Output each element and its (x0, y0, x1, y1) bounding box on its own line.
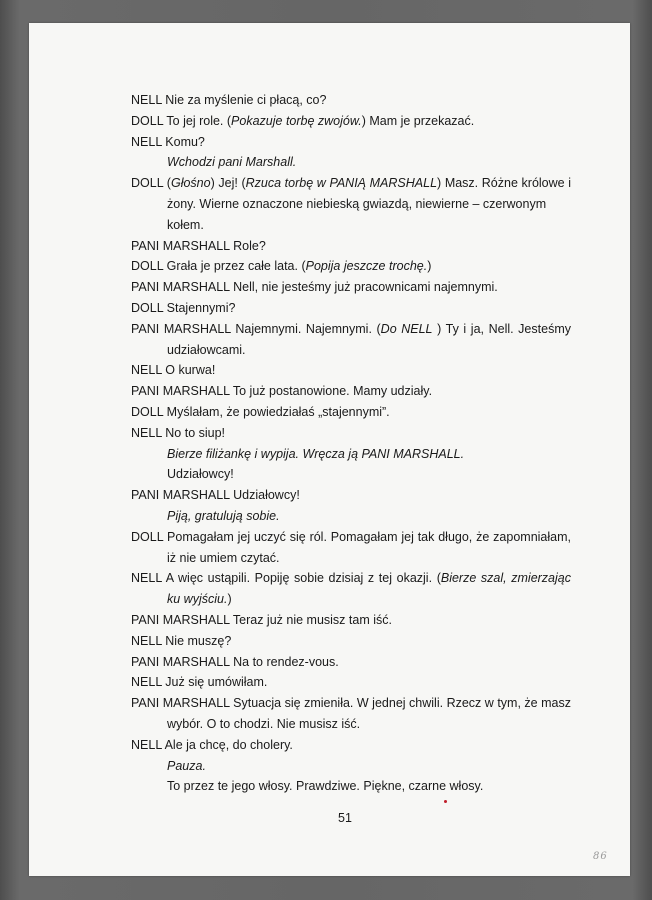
dialogue-line (131, 423, 571, 444)
dialogue-line (131, 173, 571, 194)
dialogue-line (131, 527, 571, 548)
dialogue-line (131, 652, 571, 673)
italic-text-segment: Piją, gratulują sobie. (167, 508, 280, 523)
italic-text-segment: Bierze szal, zmierzając (440, 571, 571, 586)
text-segment: NELL A więc ustąpili. Popiję sobie dzisiaj z tej okazji. ( (131, 571, 441, 586)
dialogue-line (131, 402, 571, 423)
dialogue-line (131, 132, 571, 153)
stage-direction-line (131, 194, 571, 215)
dialogue-line (131, 693, 571, 714)
text-segment: NELL O kurwa! (131, 363, 216, 378)
stage-direction-line (131, 506, 571, 527)
text-segment: DOLL ( (131, 176, 171, 191)
dialogue-line (131, 381, 571, 402)
stage-direction-line (131, 714, 571, 735)
text-segment: ) (427, 259, 432, 274)
italic-text-segment: Bierze filiżankę i wypija. Wręcza ją PANI MARSHALL. (167, 446, 465, 461)
text-segment: NELL Już się umówiłam. (131, 675, 268, 690)
text-segment: NELL Nie za myślenie ci płacą, co? (131, 93, 327, 107)
text-segment: PANI MARSHALL Na to rendez-vous. (131, 654, 339, 669)
dialogue-line (131, 298, 571, 319)
stage-direction-line (131, 152, 571, 173)
text-segment: DOLL Stajennymi? (131, 300, 236, 315)
stage-direction-line (131, 215, 571, 236)
text-segment: NELL Ale ja chcę, do cholery. (131, 737, 293, 752)
dialogue-line (131, 256, 571, 277)
italic-text-segment: Wchodzi pani Marshall. (167, 155, 297, 170)
text-segment: wybór. O to chodzi. Nie musisz iść. (167, 716, 361, 731)
text-segment: DOLL To jej role. ( (131, 113, 232, 128)
stage-direction-line (131, 340, 571, 361)
text-segment: DOLL Grała je przez całe lata. ( (131, 259, 306, 274)
red-ink-dot (444, 800, 447, 803)
italic-text-segment: Do NELL (380, 321, 433, 336)
text-segment: PANI MARSHALL Role? (131, 238, 266, 253)
text-segment: NELL No to siup! (131, 425, 226, 440)
text-segment: żony. Wierne oznaczone niebieską gwiazdą, niewierne – czerwonym (167, 196, 547, 211)
dialogue-line (131, 631, 571, 652)
text-segment: ) Ty i ja, Nell. Jesteśmy (432, 321, 571, 336)
dialogue-line (131, 485, 571, 506)
dialogue-line (131, 610, 571, 631)
text-segment: ) Mam je przekazać. (361, 113, 475, 128)
dialogue-line (131, 568, 571, 589)
text-segment: ) (227, 592, 232, 607)
stage-direction-line (131, 776, 571, 797)
dialogue-line (131, 90, 571, 111)
page-number: 51 (338, 811, 352, 825)
text-segment: PANI MARSHALL To już postanowione. Mamy udziały. (131, 384, 433, 399)
text-segment: PANI MARSHALL Udziałowcy! (131, 488, 300, 503)
pencil-annotation: 86 (593, 851, 608, 862)
text-segment: PANI MARSHALL Nell, nie jesteśmy już pracownicami najemnymi. (131, 280, 498, 295)
text-segment: NELL Komu? (131, 134, 205, 149)
italic-text-segment: Rzuca torbę w PANIĄ MARSHALL (245, 176, 438, 191)
text-segment: PANI MARSHALL Najemnymi. Najemnymi. ( (131, 321, 381, 336)
dialogue-line (131, 277, 571, 298)
text-segment: kołem. (167, 217, 204, 232)
stage-direction-line (131, 444, 571, 465)
script-text-body (131, 90, 571, 797)
stage-direction-line (131, 756, 571, 777)
dialogue-line (131, 319, 571, 340)
stage-direction-line (131, 548, 571, 569)
dialogue-line (131, 360, 571, 381)
text-segment: DOLL Myślałam, że powiedziałaś „stajennymi”. (131, 404, 390, 419)
text-segment: DOLL Pomagałam jej uczyć się ról. Pomagałam jej tak długo, że zapomniałam, (131, 529, 571, 544)
dialogue-line (131, 672, 571, 693)
text-segment: PANI MARSHALL Teraz już nie musisz tam iść. (131, 612, 392, 627)
italic-text-segment: Pauza. (167, 758, 206, 773)
stage-direction-line (131, 589, 571, 610)
italic-text-segment: Pokazuje torbę zwojów. (231, 113, 362, 128)
dialogue-line (131, 236, 571, 257)
text-segment: PANI MARSHALL Sytuacja się zmieniła. W jednej chwili. Rzecz w tym, że masz (131, 696, 571, 711)
italic-text-segment: ku wyjściu. (167, 592, 228, 607)
text-segment: ) Jej! ( (210, 176, 246, 191)
italic-text-segment: Głośno (170, 176, 211, 191)
italic-text-segment: Popija jeszcze trochę. (305, 259, 428, 274)
text-segment: iż nie umiem czytać. (167, 550, 280, 565)
text-segment: NELL Nie muszę? (131, 633, 232, 648)
dialogue-line (131, 735, 571, 756)
text-segment: ) Masz. Różne królowe i (437, 176, 572, 191)
dialogue-line (131, 111, 571, 132)
stage-direction-line (131, 464, 571, 485)
text-segment: udziałowcami. (167, 342, 246, 357)
text-segment: Udziałowcy! (167, 467, 234, 482)
text-segment: To przez te jego włosy. Prawdziwe. Piękne, czarne włosy. (167, 779, 484, 794)
